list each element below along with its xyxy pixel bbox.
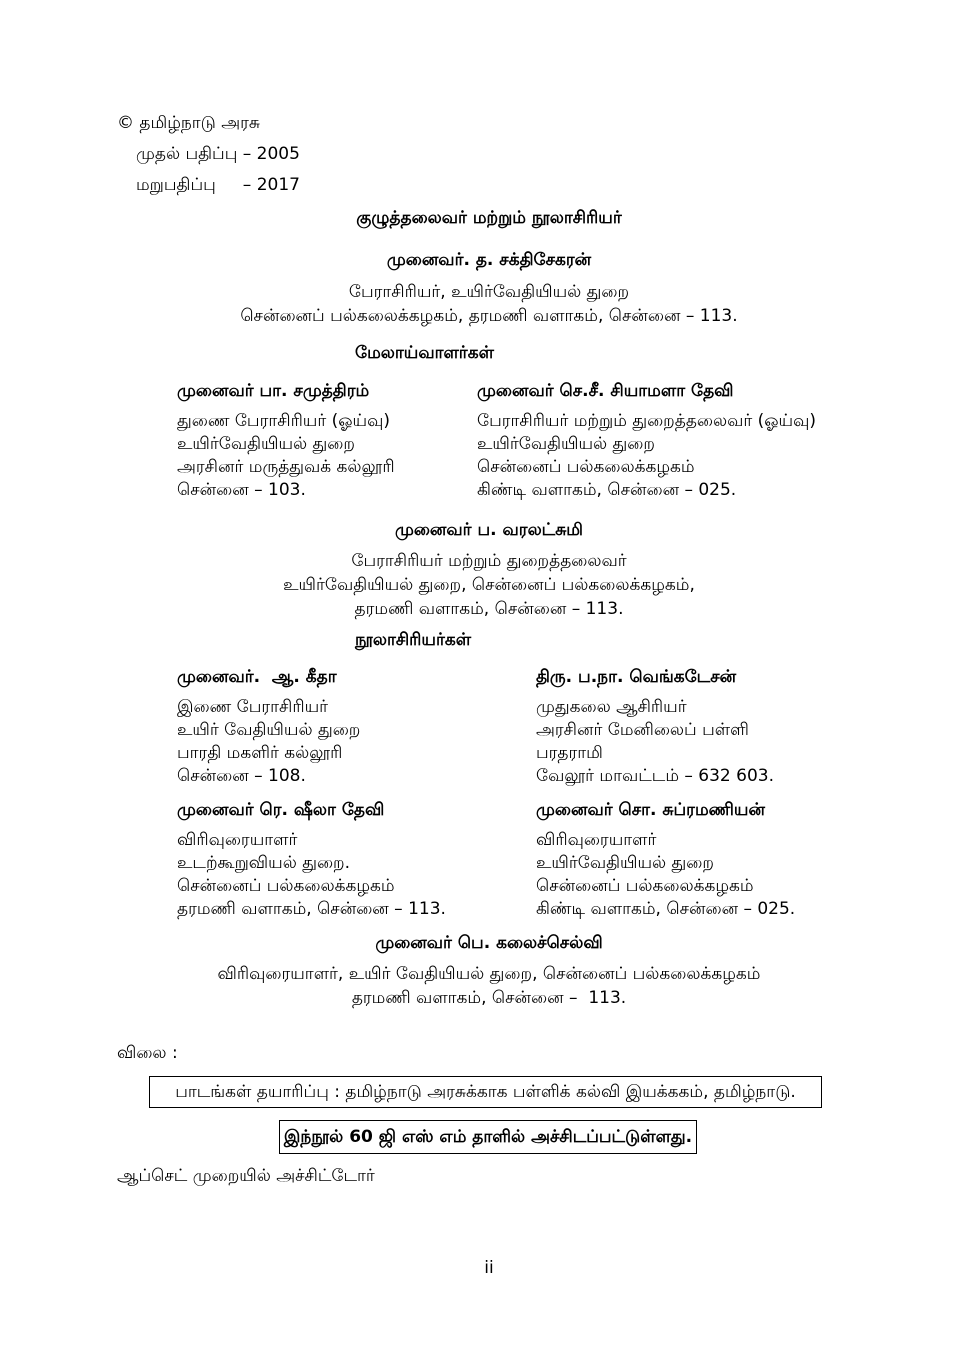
- author-name: முனைவர் ரெ. ஷீலா தேவி: [177, 800, 385, 820]
- chair-name: முனைவர். த. சக்திசேகரன்: [386, 250, 592, 270]
- chair-address: சென்னைப் பல்கலைக்கழகம், தரமணி வளாகம், சென்னை – 113.: [240, 306, 738, 326]
- reviewer-line: பேராசிரியர் மற்றும் துறைத்தலைவர் (ஓய்வு): [477, 410, 817, 431]
- printer-note: ஆப்செட் முறையில் அச்சிட்டோர்: [117, 1166, 375, 1186]
- author-line: உயிர்வேதியியல் துறை: [536, 852, 714, 873]
- paper-note: இந்நூல் 60 ஜி எஸ் எம் தாளில் அச்சிடப்பட்டுள்ளது.: [283, 1127, 693, 1147]
- author-line: சென்னைப் பல்கலைக்கழகம்: [536, 875, 754, 896]
- author-line: விரிவுரையாளர்: [177, 829, 298, 850]
- author-name: முனைவர். ஆ. கீதா: [177, 667, 337, 687]
- author-line: சென்னை – 108.: [177, 765, 306, 786]
- author-line: பரதராமி: [536, 742, 603, 763]
- reviewer-line: சென்னை – 103.: [177, 479, 306, 500]
- chair-heading: குழுத்தலைவர் மற்றும் நூலாசிரியர்: [356, 208, 622, 228]
- author5-name: முனைவர் பெ. கலைச்செல்வி: [375, 933, 603, 953]
- chair-role: பேராசிரியர், உயிர்வேதியியல் துறை: [348, 282, 630, 302]
- copyright-holder: தமிழ்நாடு அரசு: [139, 113, 261, 133]
- preparation-note: பாடங்கள் தயாரிப்பு : தமிழ்நாடு அரசுக்காக பள்ளிக் கல்வி இயக்ககம், தமிழ்நாடு.: [175, 1082, 796, 1102]
- reviewer3-line: உயிர்வேதியியல் துறை, சென்னைப் பல்கலைக்கழகம்,: [283, 575, 695, 595]
- author5-line: தரமணி வளாகம், சென்னை – 113.: [351, 988, 627, 1008]
- author-line: உடற்கூறுவியல் துறை.: [177, 852, 351, 873]
- reviewer-name: முனைவர் பா. சமுத்திரம்: [177, 381, 370, 401]
- first-edition: முதல் பதிப்பு – 2005: [136, 144, 300, 164]
- author-block: [536, 799, 795, 921]
- authors-heading: நூலாசிரியர்கள்: [355, 630, 472, 650]
- reviewer-line: உயிர்வேதியியல் துறை: [177, 433, 355, 454]
- reviewer-line: உயிர்வேதியியல் துறை: [477, 433, 655, 454]
- reviewer-name: முனைவர் செ.சீ. சியாமளா தேவி: [477, 381, 734, 401]
- author-line: உயிர் வேதியியல் துறை: [177, 719, 361, 740]
- reprint: மறுபதிப்பு – 2017: [136, 175, 300, 195]
- reviewer-block: [177, 380, 395, 502]
- author-line: வேலூர் மாவட்டம் – 632 603.: [536, 765, 775, 786]
- author-block: [536, 666, 774, 788]
- author-line: கிண்டி வளாகம், சென்னை – 025.: [536, 898, 796, 919]
- reviewer-line: துணை பேராசிரியர் (ஓய்வு): [177, 410, 391, 431]
- reviewer3-line: பேராசிரியர் மற்றும் துறைத்தலைவர்: [351, 551, 627, 571]
- author-line: பாரதி மகளிர் கல்லூரி: [177, 742, 343, 763]
- author-line: முதுகலை ஆசிரியர்: [536, 696, 687, 717]
- reviewer-block: [477, 380, 816, 502]
- page-number: ii: [484, 1258, 494, 1278]
- author5-line: விரிவுரையாளர், உயிர் வேதியியல் துறை, சென்னைப் பல்கலைக்கழகம்: [217, 964, 761, 984]
- author-name: முனைவர் சொ. சுப்ரமணியன்: [536, 800, 765, 820]
- copyright-symbol: ©: [117, 113, 134, 133]
- author-line: தரமணி வளாகம், சென்னை – 113.: [177, 898, 446, 919]
- author-line: அரசினர் மேனிலைப் பள்ளி: [536, 719, 749, 740]
- paper-note-box: [279, 1120, 697, 1154]
- copyright-line: [117, 112, 260, 135]
- reviewer3-line: தரமணி வளாகம், சென்னை – 113.: [354, 599, 624, 619]
- author-line: விரிவுரையாளர்: [536, 829, 657, 850]
- author-block: [177, 666, 360, 788]
- author-line: சென்னைப் பல்கலைக்கழகம்: [177, 875, 395, 896]
- author-line: இணை பேராசிரியர்: [177, 696, 329, 717]
- price-label: விலை :: [117, 1043, 178, 1063]
- reviewer-line: கிண்டி வளாகம், சென்னை – 025.: [477, 479, 737, 500]
- reviewer-line: அரசினர் மருத்துவக் கல்லூரி: [177, 456, 395, 477]
- reviewer3-name: முனைவர் ப. வரலட்சுமி: [394, 520, 584, 540]
- reviewer-line: சென்னைப் பல்கலைக்கழகம்: [477, 456, 695, 477]
- reviewers-heading: மேலாய்வாளர்கள்: [355, 343, 494, 363]
- author-name: திரு. ப.நா. வெங்கடேசன்: [536, 667, 737, 687]
- author-block: [177, 799, 446, 921]
- preparation-box: [149, 1076, 822, 1108]
